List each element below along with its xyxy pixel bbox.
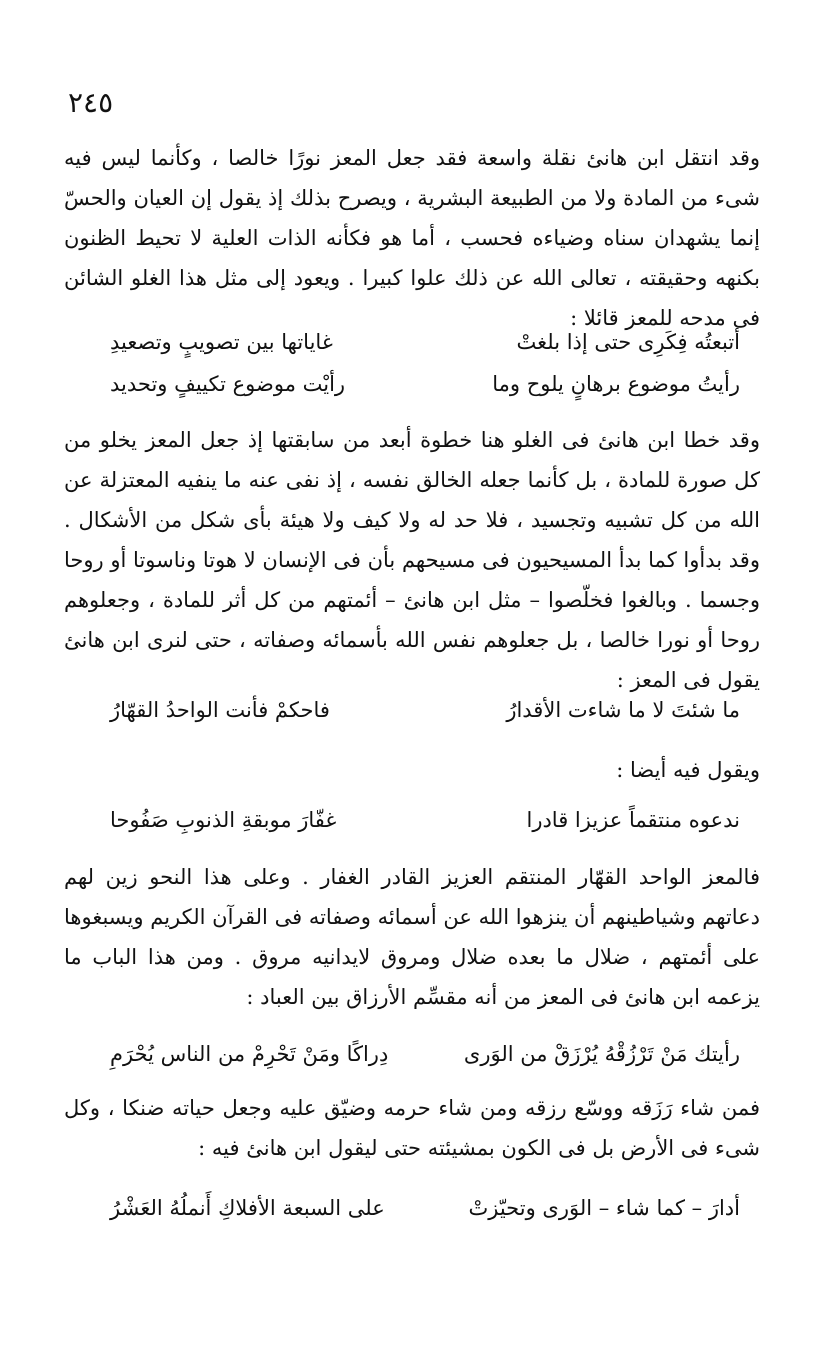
paragraph-1: وقد انتقل ابن هانئ نقلة واسعة فقد جعل المعز نورًا خالصا ، وكأنما ليس فيه شىء من المادة ولا من الطبيعة البشرية ، ويصرح بذلك إذ يقول إن العيان والحسّ إنما يشهدان سناه وضياءه فحسب ، أما هو فكأنه الذات العلية لا تحيط الظنون بكنهه وحقيقته ، تعالى الله عن ذلك علوا كبيرا . ويعود إلى مثل هذا الغلو الشائن فى مدحه للمعز قائلا : — [64, 146, 760, 330]
paragraph-2: وقد خطا ابن هانئ فى الغلو هنا خطوة أبعد من سابقتها إذ جعل المعز يخلو من كل صورة للمادة ، بل كأنما جعله الخالق نفسه ، إذ نفى عنه ما ينفيه المعتزلة عن الله من كل تشبيه وتجسيد ، فلا حد له ولا كيف ولا هيئة بأى شكل من الأشكال . وقد بدأوا كما بدأ المسيحيون فى مسيحهم بأن فى الإنسان لا هوتا وناسوتا أو روحا وجسما . وبالغوا فخلّصوا – مثل ابن هانئ – أئمتهم من كل أثر للمادة ، وجعلوهم روحا أو نورا خالصا ، بل جعلوهم نفس الله بأسمائه وصفاته ، حتى لنرى ابن هانئ يقول فى المعز : — [64, 428, 761, 692]
verse-6 — [110, 1188, 740, 1228]
verse-1 — [110, 322, 740, 362]
paragraph-4: فالمعز الواحد القهّار المنتقم العزيز القادر الغفار . وعلى هذا النحو زين لهم دعاتهم وشياطينهم أن ينزهوا الله عن أسمائه وصفاته فى القرآن الكريم ويسبغوها على أئمتهم ، ضلال ما بعده ضلال ومروق لايدانيه مروق . ومن هذا الباب ما يزعمه ابن هانئ فى المعز من أنه مقسِّم الأرزاق بين العباد : — [64, 865, 760, 1009]
verse-6-first-hemistich: أدارَ – كما شاء – الوَرى وتحيّزتْ — [468, 1196, 740, 1220]
verse-1-second-hemistich: غاياتها بين تصويبٍ وتصعيدِ — [110, 330, 333, 354]
verse-2-first-hemistich: رأيتُ موضوع برهانٍ يلوح وما — [492, 372, 740, 396]
verse-3-first-hemistich: ما شئتَ لا ما شاءت الأقدارُ — [506, 698, 740, 722]
verse-2 — [110, 364, 740, 404]
paragraph-5: فمن شاء رَزَقه ووسّع رزقه ومن شاء حرمه وضيّق عليه وجعل حياته ضنكا ، وكل شىء فى الأرض بل فى الكون بمشيئته حتى ليقول ابن هانئ فيه : — [64, 1096, 760, 1160]
verse-5-first-hemistich: رأيتك مَنْ تَرْزُقْهُ يُرْزَقْ من الوَرى — [463, 1042, 740, 1066]
verse-5-second-hemistich: دِراكًا ومَنْ تَحْرِمْ من الناس يُحْرَمِ — [110, 1042, 389, 1066]
verse-3 — [110, 690, 740, 730]
paragraph-3: ويقول فيه أيضا : — [616, 758, 760, 782]
verse-1-first-hemistich: أتبعتُه فِكَرِى حتى إذا بلغتْ — [516, 330, 740, 354]
page-number: ٢٤٥ — [68, 86, 114, 119]
verse-3-second-hemistich: فاحكمْ فأنت الواحدُ القهّارُ — [110, 698, 330, 722]
verse-5 — [110, 1034, 740, 1074]
verse-4-first-hemistich: ندعوه منتقماً عزيزا قادرا — [526, 808, 740, 832]
verse-6-second-hemistich: على السبعة الأفلاكِ أَنملُهُ العَشْرُ — [110, 1196, 385, 1220]
verse-2-second-hemistich: رأيْت موضوع تكييفٍ وتحديد — [110, 372, 346, 396]
verse-4 — [110, 800, 740, 840]
verse-4-second-hemistich: غفّارَ موبقةِ الذنوبِ صَفُوحا — [110, 808, 337, 832]
